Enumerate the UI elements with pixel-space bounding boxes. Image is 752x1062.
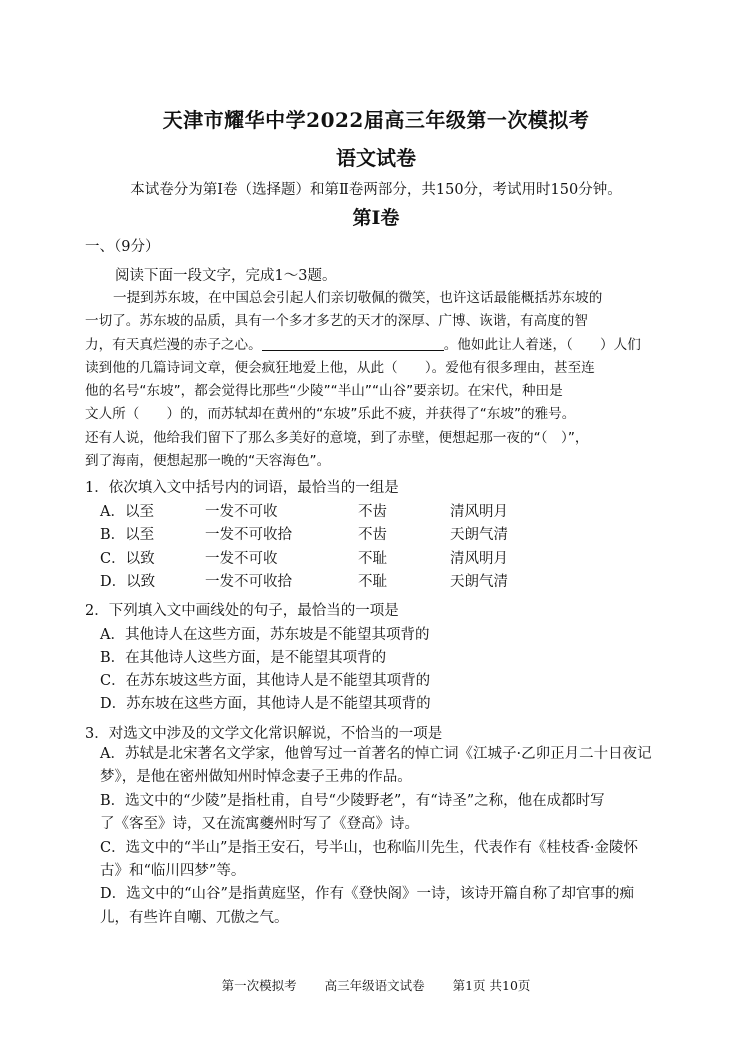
footer-paper-name: 高三年级语文试卷: [324, 978, 425, 993]
question-2-option-d: D．苏东坡在这些方面，其他诗人是不能望其项背的: [100, 696, 431, 712]
option-line: 了《客至》诗，又在流寓夔州时写了《登高》诗。: [100, 816, 419, 833]
question-2-stem: 2．下列填入文中画线处的句子，最恰当的一项是: [85, 603, 399, 619]
option-label: C．以致: [100, 550, 155, 567]
option-word: 天朗气清: [450, 527, 508, 544]
passage-line-part: 。他如此让人着迷，（ ）人们: [443, 336, 641, 353]
passage-line: 文人所（ ）的，而苏轼却在黄州的“东坡”乐此不疲，并获得了“东坡”的雅号。: [85, 406, 576, 423]
option-line: 古》和“临川四梦”等。: [100, 863, 246, 880]
passage-line: 读到他的几篇诗词文章，便会疯狂地爱上他，从此（ ）。爱他有很多理由，甚至连: [85, 359, 595, 376]
option-word: 不齿: [358, 527, 387, 544]
option-label: B．以至: [100, 527, 155, 544]
option-label: A．以至: [100, 504, 154, 520]
exam-title: 天津市耀华中学2022届高三年级第一次模拟考: [162, 108, 590, 132]
option-line: 儿，有些许自嘲、兀傲之气。: [100, 909, 289, 926]
option-label: D．以致: [100, 574, 156, 591]
reading-passage: [85, 287, 669, 473]
passage-line: [85, 334, 669, 357]
passage-line: 他的名号“东坡”，都会觉得比那些“少陵”“半山”“山谷”要亲切。在宋代，种田是: [85, 383, 563, 400]
question-1-stem: 1．依次填入文中括号内的词语，最恰当的一组是: [85, 480, 399, 496]
option-word: 一发不可收: [205, 504, 278, 520]
passage-line: 一提到苏东坡，在中国总会引起人们亲切敬佩的微笑，也许这话最能概括苏东坡的: [113, 290, 603, 306]
option-line: A．苏轼是北宋著名文学家，他曾写过一首著名的悼亡词《江城子·乙卯正月二十日夜记: [100, 746, 652, 762]
option-word: 不耻: [358, 550, 387, 567]
footer-page-number: 第1页 共10页: [452, 978, 531, 993]
underlined-blank: [262, 336, 444, 351]
option-line: 梦》，是他在密州做知州时悼念妻子王弗的作品。: [100, 769, 412, 786]
question-3-options: [85, 743, 675, 930]
passage-line-part: 力，有天真烂漫的赤子之心。: [85, 336, 262, 353]
footer-exam-name: 第一次模拟考: [221, 978, 297, 993]
exam-intro: 本试卷分为第Ⅰ卷（选择题）和第Ⅱ卷两部分，共150分，考试用时150分钟。: [130, 182, 622, 198]
passage-line: 到了海南，便想起那一晚的“天容海色”。: [85, 453, 331, 470]
part-heading: 第Ⅰ卷: [352, 207, 400, 229]
question-2-option-a: A．其他诗人在这些方面，苏东坡是不能望其项背的: [100, 627, 430, 643]
option-word: 一发不可收: [205, 550, 278, 567]
reading-instruction: 阅读下面一段文字，完成1～3题。: [115, 268, 337, 284]
exam-subtitle: 语文试卷: [336, 146, 416, 170]
section-heading: 一、（9分）: [85, 239, 160, 255]
option-word: 一发不可收拾: [205, 527, 292, 544]
option-word: 天朗气清: [450, 574, 508, 591]
option-line: C．选文中的“半山”是指王安石，号半山，也称临川先生，代表作有《桂枝香·金陵怀: [100, 839, 639, 856]
option-line: B．选文中的“少陵”是指杜甫，自号“少陵野老”，有“诗圣”之称，他在成都时写: [100, 792, 605, 809]
option-word: 不齿: [358, 504, 387, 520]
question-3-stem: 3．对选文中涉及的文学文化常识解说，不恰当的一项是: [85, 726, 443, 742]
question-2-option-b: B．在其他诗人这些方面，是不能望其项背的: [100, 650, 387, 666]
option-word: 清风明月: [450, 504, 508, 520]
option-word: 不耻: [358, 574, 387, 591]
passage-line: 还有人说，他给我们留下了那么多美好的意境，到了赤壁，便想起那一夜的“（ ）”，: [85, 429, 589, 446]
option-word: 清风明月: [450, 550, 508, 567]
passage-line: 一切了。苏东坡的品质，具有一个多才多艺的天才的深厚、广博、诙谐，有高度的智: [85, 313, 588, 330]
option-line: D．选文中的“山谷”是指黄庭坚，作有《登快阁》一诗，该诗开篇自称了却官事的痴: [100, 886, 634, 903]
page-footer: [0, 976, 752, 994]
question-2-option-c: C．在苏东坡这些方面，其他诗人是不能望其项背的: [100, 673, 431, 689]
option-word: 一发不可收拾: [205, 574, 292, 591]
